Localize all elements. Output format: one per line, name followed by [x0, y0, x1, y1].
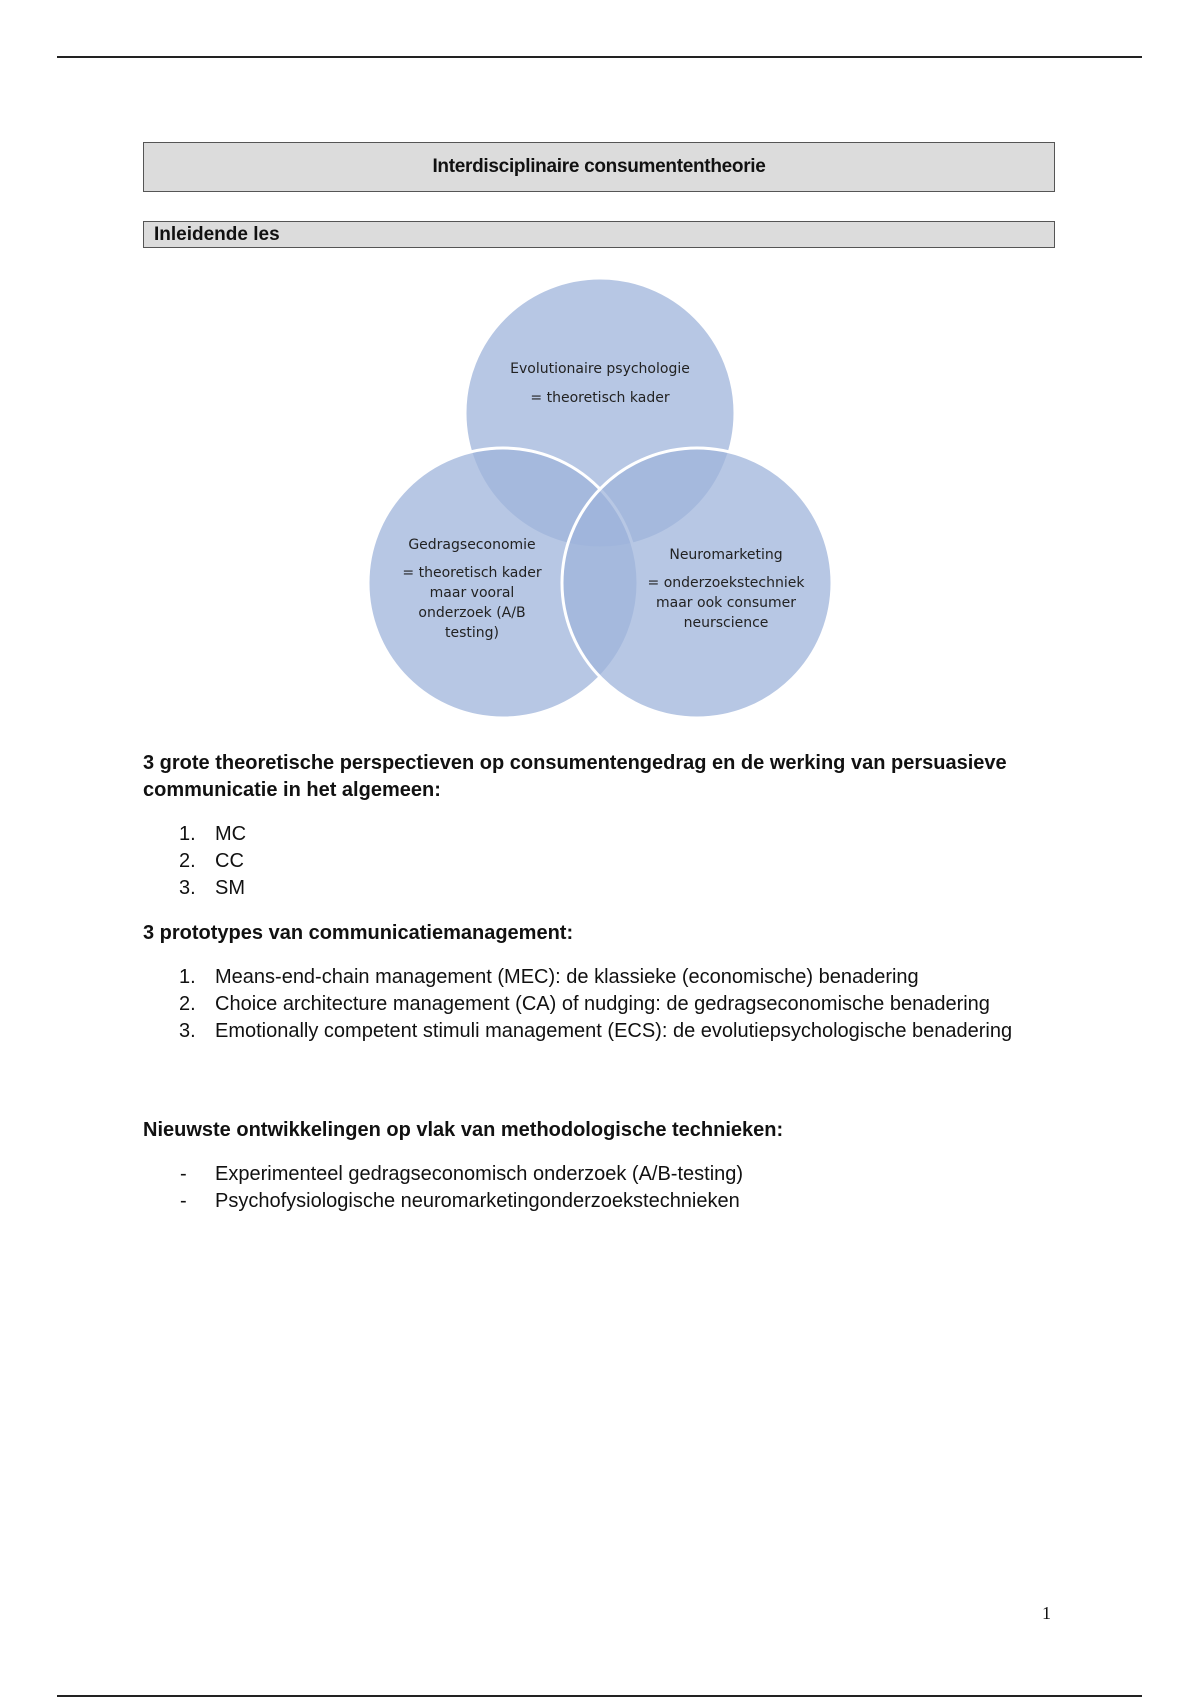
list-item — [143, 964, 1023, 991]
list-item — [143, 848, 246, 875]
list-number: 2. — [179, 993, 196, 1015]
list-bullet: - — [180, 1190, 187, 1212]
list-item — [143, 1188, 743, 1215]
list-bullet: - — [180, 1163, 187, 1185]
perspectives-heading: 3 grote theoretische perspectieven op consumentengedrag en de werking van persuasieve communicatie in het algemeen: — [143, 752, 1007, 801]
list-number: 2. — [179, 850, 196, 872]
bottom-rule — [57, 1695, 1142, 1697]
list-item — [143, 991, 1023, 1018]
list-text: CC — [215, 850, 244, 872]
venn-right-line2: = onderzoekstechniek — [647, 575, 805, 591]
list-number: 1. — [179, 823, 196, 845]
list-number: 3. — [179, 1020, 196, 1042]
list-item — [143, 875, 246, 902]
prototypes-list — [143, 964, 1023, 1045]
list-item — [143, 821, 246, 848]
list-text: Choice architecture management (CA) of nudging: de gedragseconomische benadering — [215, 993, 990, 1015]
list-text: Experimenteel gedragseconomisch onderzoek (A/B-testing) — [215, 1163, 744, 1185]
venn-diagram — [340, 260, 860, 720]
list-number: 1. — [179, 966, 196, 988]
venn-left-line4: onderzoek (A/B — [418, 605, 526, 621]
venn-left-line5: testing) — [445, 625, 499, 641]
developments-list — [143, 1161, 743, 1215]
list-text: Emotionally competent stimuli management (ECS): de evolutiepsychologische benadering — [215, 1020, 1013, 1042]
list-text: Psychofysiologische neuromarketingonderzoekstechnieken — [215, 1190, 740, 1212]
venn-left-line3: maar vooral — [429, 585, 515, 601]
venn-left-line2: = theoretisch kader — [402, 565, 542, 581]
venn-top-line1: Evolutionaire psychologie — [510, 361, 690, 377]
venn-top-line2: = theoretisch kader — [530, 390, 670, 406]
list-text: Means-end-chain management (MEC): de klassieke (economische) benadering — [215, 966, 919, 988]
top-rule — [57, 56, 1142, 58]
list-text: MC — [215, 823, 247, 845]
document-title: Interdisciplinaire consumententheorie — [143, 142, 1055, 192]
list-item — [143, 1161, 743, 1188]
venn-left-line1: Gedragseconomie — [408, 537, 536, 553]
list-item — [143, 1018, 1023, 1045]
perspectives-list — [143, 821, 246, 902]
prototypes-heading: 3 prototypes van communicatiemanagement: — [143, 922, 574, 944]
venn-right-line1: Neuromarketing — [669, 547, 783, 563]
venn-right-line3: maar ook consumer — [656, 595, 796, 611]
developments-heading: Nieuwste ontwikkelingen op vlak van methodologische technieken: — [143, 1119, 784, 1141]
page-number: 1 — [1042, 1603, 1051, 1623]
section-heading: Inleidende les — [143, 221, 1055, 248]
venn-right-line4: neurscience — [683, 615, 769, 631]
list-number: 3. — [179, 877, 196, 899]
list-text: SM — [215, 877, 245, 899]
